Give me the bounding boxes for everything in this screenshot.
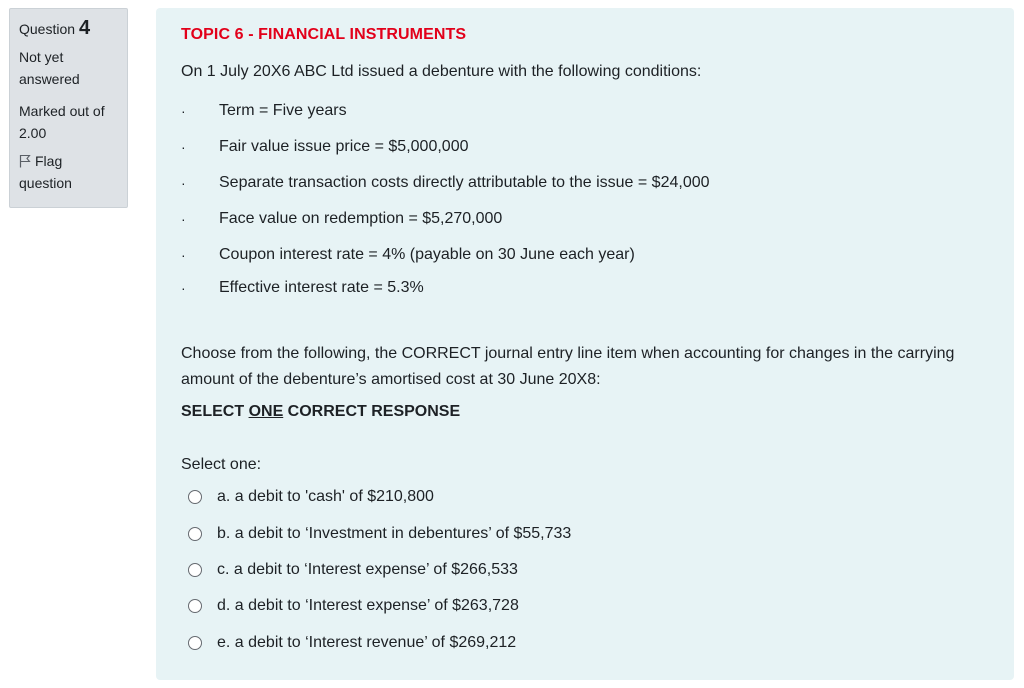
answer-label[interactable]: e. a debit to ‘Interest revenue’ of $269,212: [217, 634, 517, 651]
condition-text: Coupon interest rate = 4% (payable on 30 June each year): [219, 246, 635, 263]
question-prompt: Choose from the following, the CORRECT journal entry line item when accounting for changes in the carrying amount of the debenture’s amortised cost at 30 June 20X8:: [181, 345, 955, 388]
radio-button[interactable]: [188, 527, 202, 541]
flag-question-button[interactable]: [19, 150, 118, 194]
answer-label[interactable]: c. a debit to ‘Interest expense’ of $266,533: [217, 561, 518, 578]
flag-icon: [19, 154, 31, 168]
state-line-1: Not yet: [19, 49, 64, 65]
answer-label[interactable]: d. a debit to ‘Interest expense’ of $263,728: [217, 597, 519, 614]
bullet: ·: [181, 280, 186, 296]
state-line-2: answered: [19, 71, 80, 87]
instruction-underlined: ONE: [248, 403, 284, 420]
answer-label[interactable]: b. a debit to ‘Investment in debentures’ of $55,733: [217, 525, 572, 542]
answer-option-b[interactable]: [188, 522, 571, 546]
condition-text: Fair value issue price = $5,000,000: [219, 138, 469, 155]
bullet: ·: [181, 247, 186, 263]
radio-button[interactable]: [188, 563, 202, 577]
condition-text: Effective interest rate = 5.3%: [219, 279, 424, 296]
condition-text: Term = Five years: [219, 102, 347, 119]
grade-line-2: 2.00: [19, 125, 47, 141]
instruction-pre: SELECT: [181, 403, 249, 420]
answer-option-d[interactable]: [188, 594, 519, 618]
condition-text: Separate transaction costs directly attributable to the issue = $24,000: [219, 174, 710, 191]
bullet: ·: [181, 139, 186, 155]
radio-button[interactable]: [188, 636, 202, 650]
question-number-value: 4: [78, 17, 91, 39]
question-info-panel: [9, 8, 128, 208]
flag-label-line-2: question: [19, 175, 72, 191]
topic-heading: TOPIC 6 - FINANCIAL INSTRUMENTS: [181, 26, 467, 43]
radio-button[interactable]: [188, 599, 202, 613]
radio-button[interactable]: [188, 490, 202, 504]
question-state: [19, 46, 118, 90]
answer-option-e[interactable]: [188, 631, 516, 655]
answer-option-a[interactable]: [188, 485, 434, 509]
condition-text: Face value on redemption = $5,270,000: [219, 210, 503, 227]
flag-label-line-1: Flag: [35, 153, 63, 169]
question-label: Question: [19, 21, 76, 37]
grade-line-1: Marked out of: [19, 103, 105, 119]
bullet: ·: [181, 103, 186, 119]
select-one-label: Select one:: [181, 456, 262, 473]
instruction-post: CORRECT RESPONSE: [283, 403, 461, 420]
answer-option-c[interactable]: [188, 558, 518, 582]
question-content: [156, 8, 1014, 680]
answer-label[interactable]: a. a debit to 'cash' of $210,800: [217, 488, 434, 505]
bullet: ·: [181, 211, 186, 227]
question-number: [19, 17, 118, 40]
question-grade: [19, 100, 118, 144]
bullet: ·: [181, 175, 186, 191]
intro-text: On 1 July 20X6 ABC Ltd issued a debenture with the following conditions:: [181, 63, 702, 80]
instruction: [181, 403, 460, 421]
